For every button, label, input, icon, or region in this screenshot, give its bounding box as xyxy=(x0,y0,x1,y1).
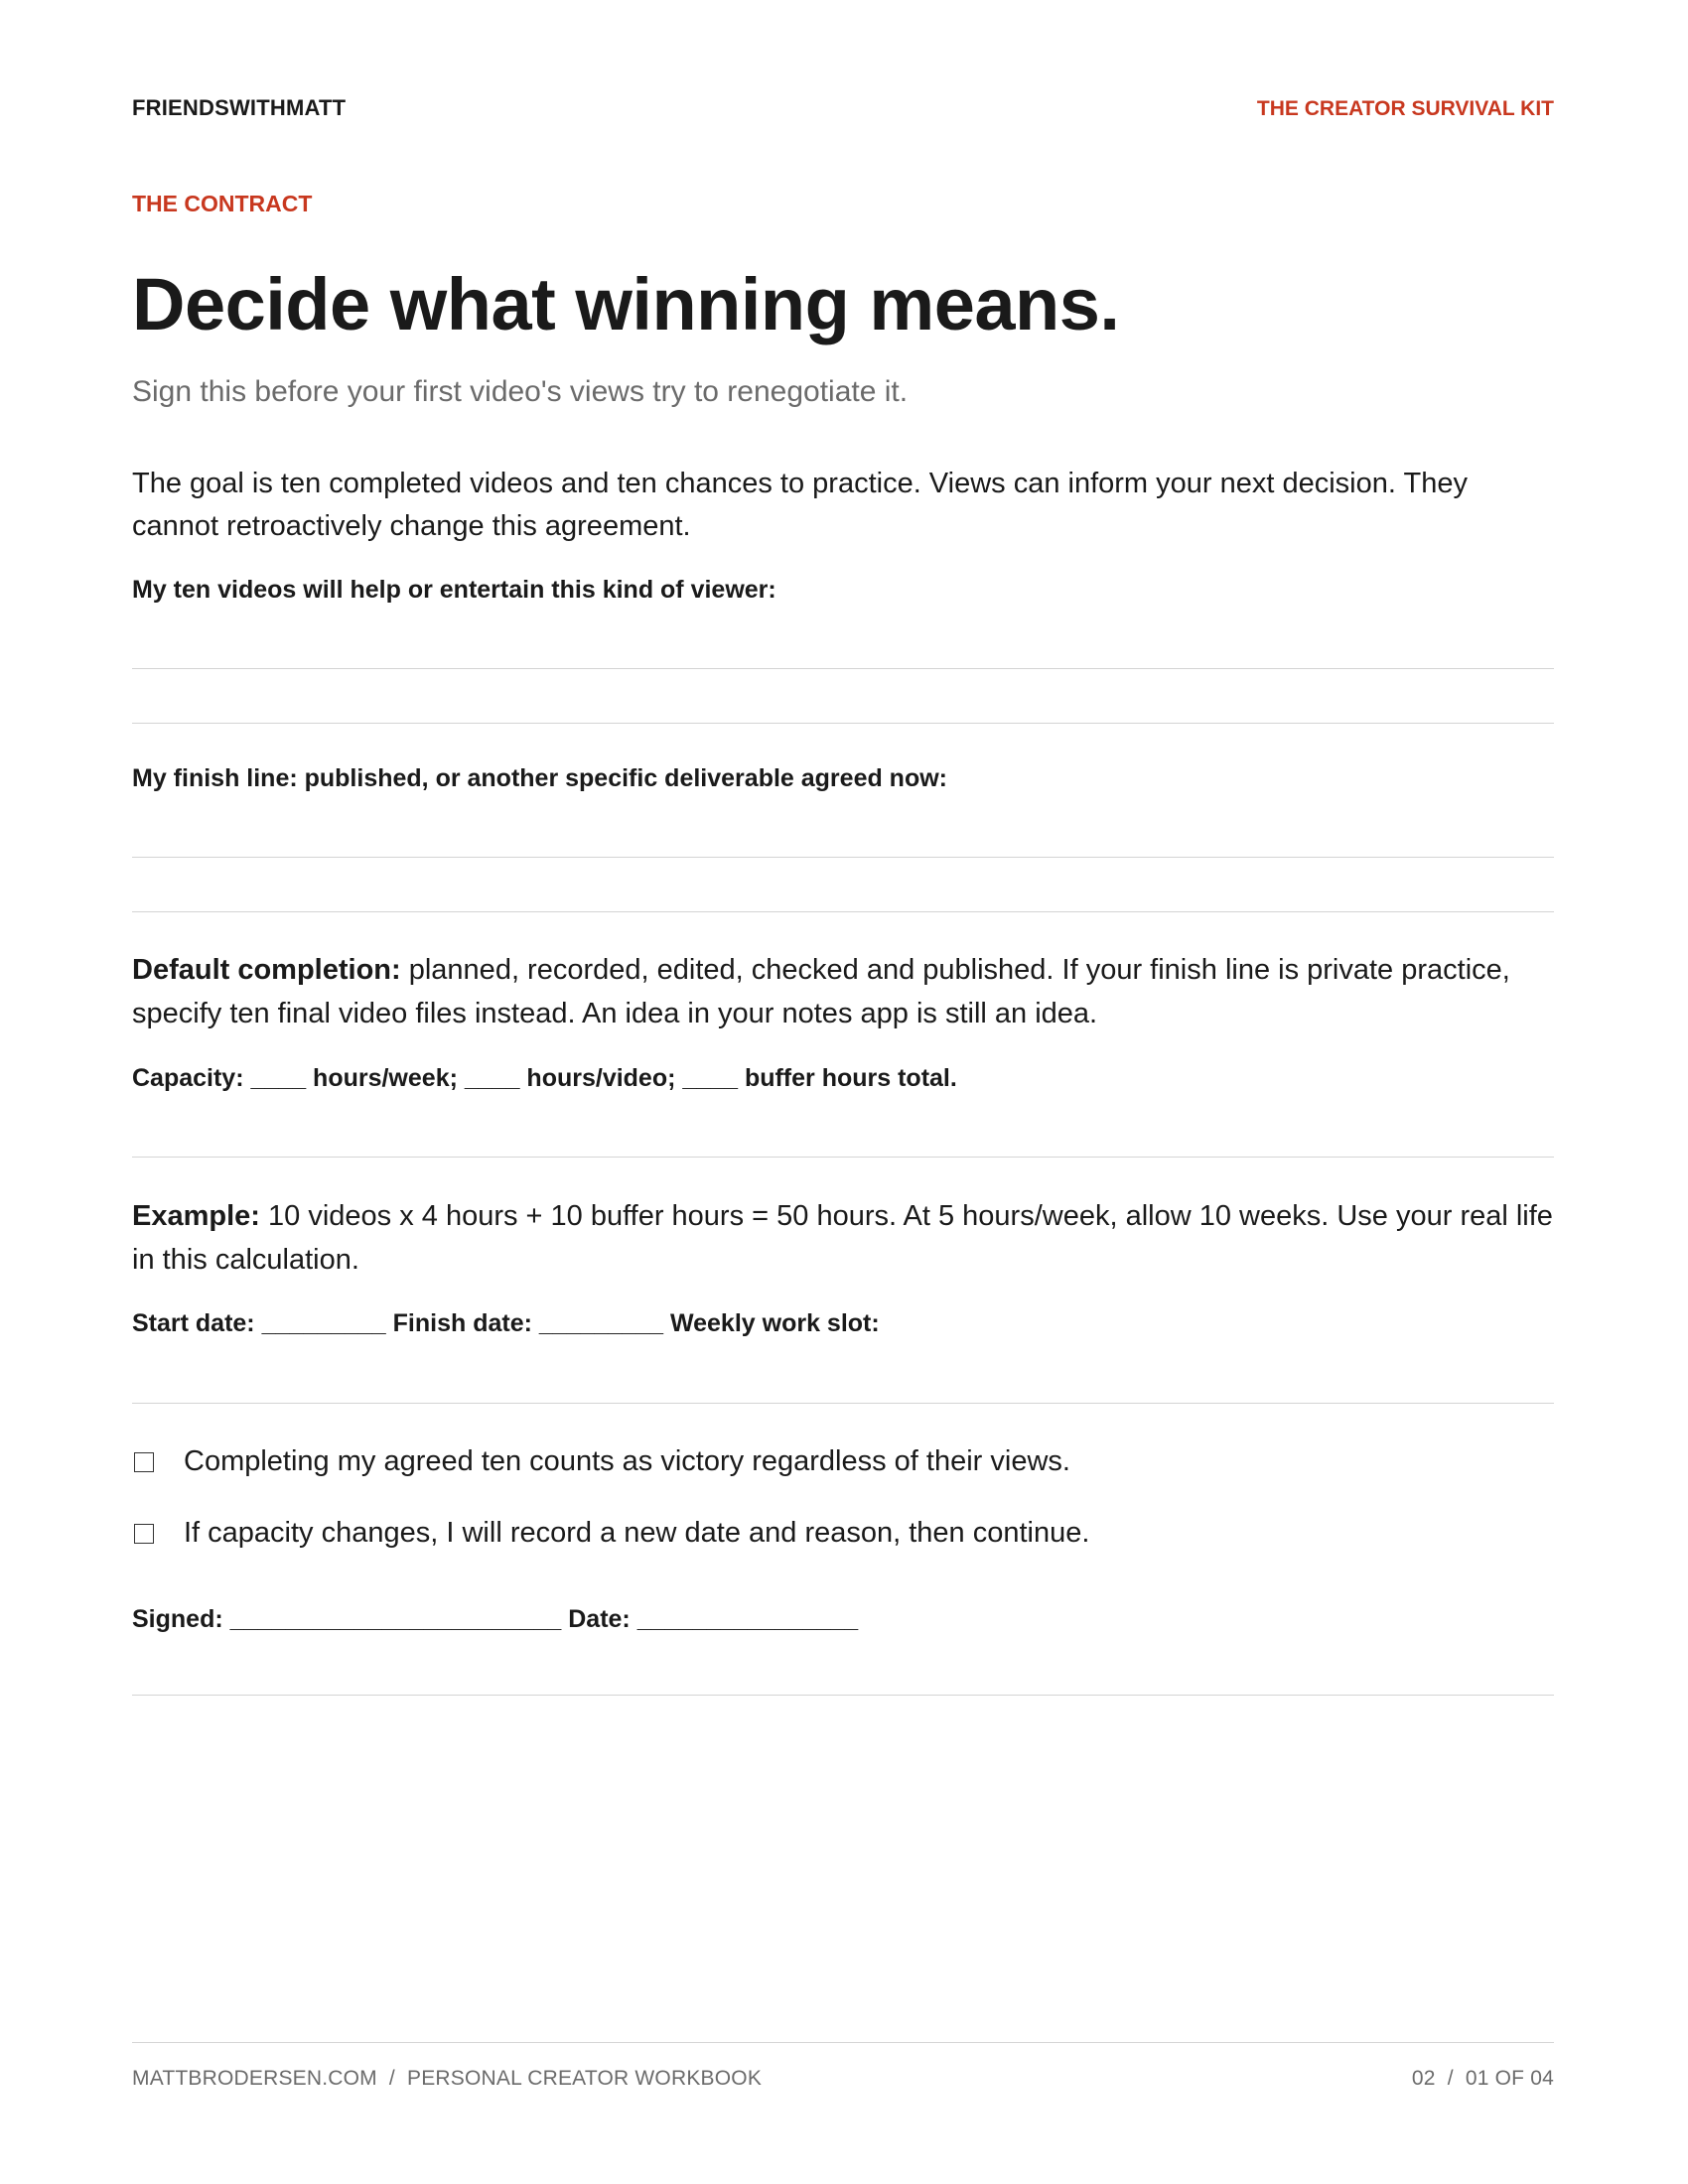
brand-name: FRIENDSWITHMATT xyxy=(132,95,347,120)
page-title: Decide what winning means. xyxy=(132,263,1120,345)
finish-prompt-label: My finish line: published, or another specific deliverable agreed now: xyxy=(132,764,947,792)
dates-answer-line[interactable] xyxy=(132,1403,1554,1404)
intro-paragraph: The goal is ten completed videos and ten chances to practice. Views can inform your next decision. They cannot retroactively change this agreement. xyxy=(132,468,1468,542)
signature-answer-line[interactable] xyxy=(132,1695,1554,1696)
checklist-item-label: Completing my agreed ten counts as victory regardless of their views. xyxy=(184,1445,1070,1477)
page-header xyxy=(132,95,1554,121)
checklist-item[interactable] xyxy=(132,1445,1070,1478)
checkbox[interactable] xyxy=(134,1524,154,1544)
footer-source: MATTBRODERSEN.COM / PERSONAL CREATOR WORKBOOK xyxy=(132,2067,763,2090)
dates-prompt-label[interactable]: Start date: _________ Finish date: _________ Weekly work slot: xyxy=(132,1309,880,1337)
finish-answer-line-1[interactable] xyxy=(132,857,1554,858)
signature-prompt-label[interactable]: Signed: ________________________ Date: ________________ xyxy=(132,1605,859,1633)
example-heading: Example: xyxy=(132,1200,260,1232)
default-completion-text: planned, recorded, edited, checked and published. If your finish line is private practice, specify ten final video files instead. An idea in your notes app is still an idea. xyxy=(132,954,1510,1029)
page-subtitle: Sign this before your first video's views try to renegotiate it. xyxy=(132,375,909,408)
section-eyebrow: THE CONTRACT xyxy=(132,191,313,216)
default-completion-heading: Default completion: xyxy=(132,954,401,986)
viewer-answer-line-2[interactable] xyxy=(132,723,1554,724)
checklist-item[interactable] xyxy=(132,1517,1089,1550)
finish-answer-line-2[interactable] xyxy=(132,911,1554,912)
default-completion-paragraph xyxy=(132,948,1554,1035)
page-number: 02 / 01 OF 04 xyxy=(1411,2067,1554,2090)
kit-title: THE CREATOR SURVIVAL KIT xyxy=(1256,97,1554,120)
checklist-item-label: If capacity changes, I will record a new date and reason, then continue. xyxy=(184,1517,1090,1549)
page-footer xyxy=(132,2067,1554,2091)
example-text: 10 videos x 4 hours + 10 buffer hours = 50 hours. At 5 hours/week, allow 10 weeks. Use your real life in this calculation. xyxy=(132,1200,1553,1276)
viewer-prompt-label: My ten videos will help or entertain this kind of viewer: xyxy=(132,576,776,604)
viewer-answer-line-1[interactable] xyxy=(132,668,1554,669)
footer-divider xyxy=(132,2042,1554,2043)
example-paragraph xyxy=(132,1194,1554,1282)
workbook-page xyxy=(132,0,1554,2184)
checkbox[interactable] xyxy=(134,1452,154,1472)
capacity-answer-line[interactable] xyxy=(132,1157,1554,1158)
capacity-prompt-label[interactable]: Capacity: ____ hours/week; ____ hours/video; ____ buffer hours total. xyxy=(132,1064,957,1092)
